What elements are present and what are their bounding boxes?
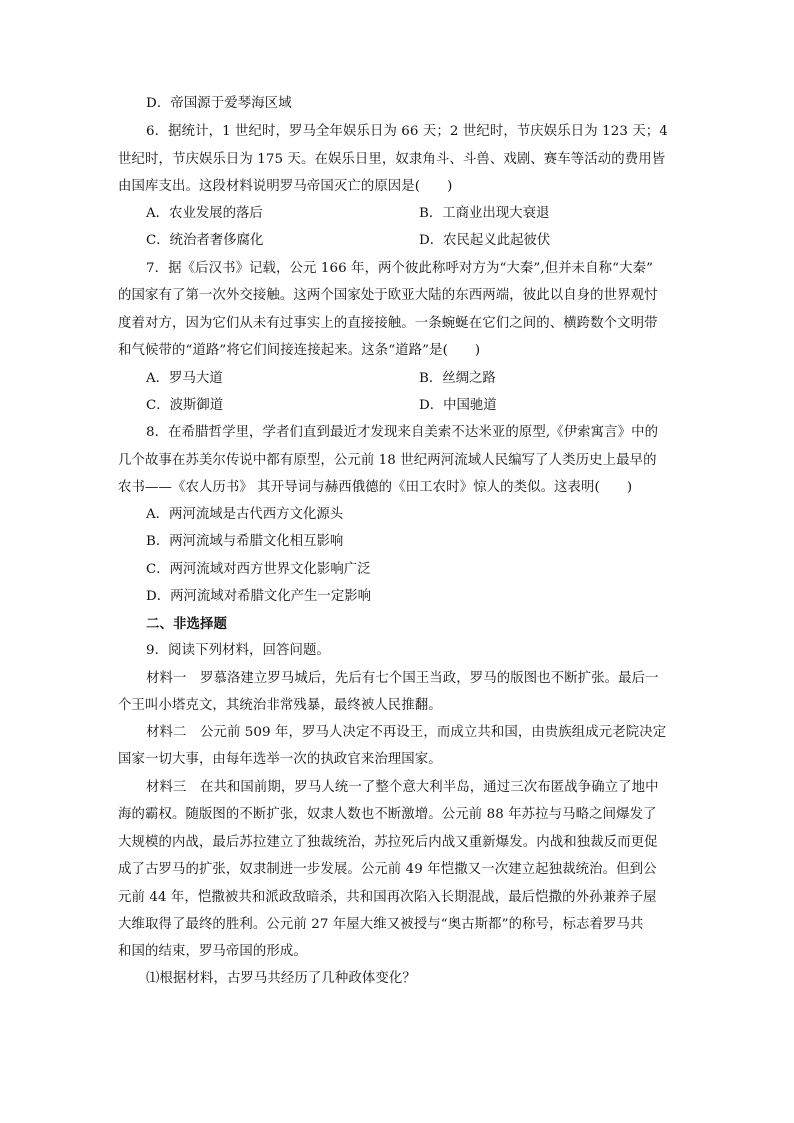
material1-line1: 材料一 罗慕洛建立罗马城后，先后有七个国王当政，罗马的版图也不断扩张。最后一 [146,671,659,686]
q8-option-a: A．两河流域是古代西方文化源头 [146,507,344,522]
q8-stem-line3: 农书——《农人历书》 其开导词与赫西俄德的《田工农时》惊人的类似。这表明( ) [118,480,633,495]
q8-option-d: D．两河流域对希腊文化产生一定影响 [146,589,371,604]
material2-line1: 材料二 公元前 509 年，罗马人决定不再设王，而成立共和国，由贵族组成元老院决定 [146,725,667,740]
q5-option-d: D．帝国源于爱琴海区域 [146,96,292,111]
material3-line5: 元前 44 年，恺撒被共和派政敌暗杀，共和国再次陷入长期混战，最后恺撒的外孙兼养子屋 [118,890,657,905]
q6-stem-line3: 由国库支出。这段材料说明罗马帝国灭亡的原因是( ) [118,179,453,194]
material3-line4: 成了古罗马的扩张，奴隶制进一步发展。公元前 49 年恺撒又一次建立起独裁统治。但到公 [118,862,657,877]
q8-option-c: C．两河流域对西方世界文化影响广泛 [146,562,371,577]
material3-line3: 大规模的内战，最后苏拉建立了独裁统治，苏拉死后内战又重新爆发。内战和独裁反而更促 [118,835,658,850]
q8-option-b: B．两河流域与希腊文化相互影响 [146,534,344,549]
material1-line2: 个王叫小塔克文，其统治非常残暴，最终被人民推翻。 [118,698,442,713]
material3-line2: 海的霸权。随版图的不断扩张，奴隶人数也不断激增。公元前 88 年苏拉与马略之间爆发了 [118,807,657,822]
q6-option-a: A．农业发展的落后 [146,206,263,221]
q7-option-a: A．罗马大道 [146,371,223,386]
material3-line1: 材料三 在共和国前期，罗马人统一了整个意大利半岛，通过三次布匿战争确立了地中 [146,780,659,795]
material3-line7: 和国的结束，罗马帝国的形成。 [118,944,307,959]
q7-option-c: C．波斯御道 [146,398,224,413]
q6-option-d: D．农民起义此起彼伏 [419,233,551,248]
q7-option-b: B．丝绸之路 [419,371,496,386]
section-heading: 二、非选择题 [146,616,227,632]
q8-stem-line2: 几个故事在苏美尔传说中都有原型，公元前 18 世纪两河流域人民编写了人类历史上最早的 [118,453,657,468]
q6-stem-line2: 世纪时，节庆娱乐日为 175 天。在娱乐日里，奴隶角斗、斗兽、戏剧、赛车等活动的费用皆 [118,152,666,167]
q6-option-c: C．统治者奢侈腐化 [146,233,264,248]
q6-option-b: B．工商业出现大衰退 [419,206,550,221]
sub-question-1: ⑴根据材料，古罗马共经历了几种政体变化？ [146,971,416,986]
q7-stem-line4: 和气候带的“道路”将它们间接连接起来。这条“道路”是( ) [118,343,481,358]
q6-stem-line1: 6．据统计，1 世纪时，罗马全年娱乐日为 66 天；2 世纪时，节庆娱乐日为 123 天；4 [146,124,668,139]
q7-option-d: D．中国驰道 [419,398,497,413]
q7-stem-line1: 7．据《后汉书》记载，公元 166 年，两个彼此称呼对方为“大秦”,但并未自称“大秦” [146,261,654,276]
q9-stem: 9．阅读下列材料，回答问题。 [146,643,330,658]
material2-line2: 国家一切大事，由每年选举一次的执政官来治理国家。 [118,752,442,767]
q8-stem-line1: 8．在希腊哲学里，学者们直到最近才发现来自美索不达米亚的原型,《伊索寓言》中的 [146,425,659,440]
material3-line6: 大维取得了最终的胜利。公元前 27 年屋大维又被授与“奥古斯都”的称号，标志着罗马共 [118,917,644,932]
q7-stem-line3: 度着对方，因为它们从未有过事实上的直接接触。一条蜿蜒在它们之间的、横跨数个文明带 [118,316,658,331]
q7-stem-line2: 的国家有了第一次外交接触。这两个国家处于欧亚大陆的东西两端，彼此以自身的世界观忖 [118,288,658,303]
